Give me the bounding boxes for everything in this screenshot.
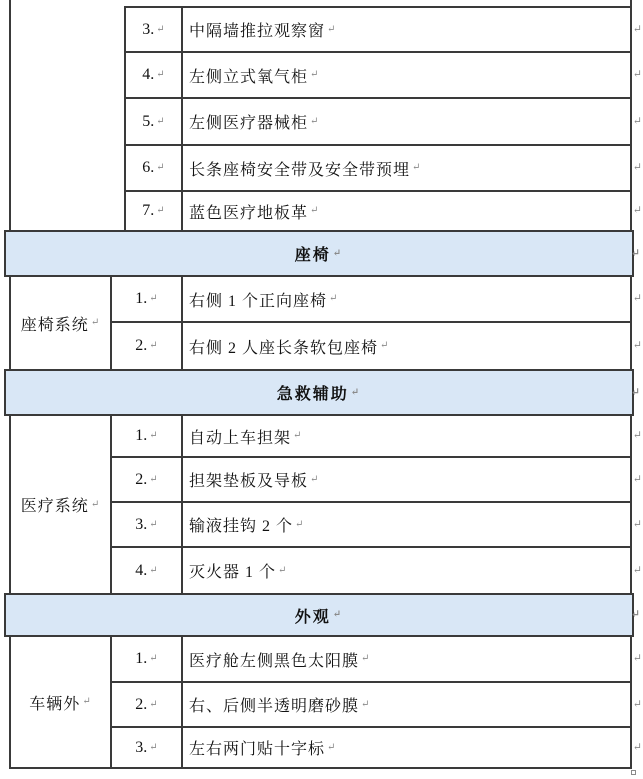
paragraph-mark-icon: ↵ [278, 564, 288, 576]
row-number-cell [112, 458, 183, 503]
paragraph-mark-icon: ↵ [82, 696, 92, 707]
category-cell [9, 277, 112, 369]
paragraph-mark-icon: ↵ [149, 473, 158, 485]
paragraph-mark-icon: ↵ [149, 430, 158, 441]
row-desc-cell [183, 277, 643, 323]
row-number-cell [112, 323, 183, 369]
row-number: 2. [135, 337, 148, 354]
row-number-cell [126, 53, 183, 99]
paragraph-mark-icon: ↵ [156, 69, 165, 80]
paragraph-mark-icon: ↵ [149, 293, 158, 304]
paragraph-mark-icon: ↵ [310, 69, 320, 80]
row-end-mark-icon: ↵ [632, 23, 643, 35]
row-end-mark-icon: ↵ [630, 386, 642, 398]
row-desc-cell [183, 323, 643, 369]
paragraph-mark-icon: ↵ [295, 518, 305, 530]
row-desc-cell [183, 192, 643, 230]
row-number-cell [126, 99, 183, 146]
paragraph-mark-icon: ↵ [156, 23, 165, 35]
section-header-seats [4, 230, 642, 277]
row-number: 3. [142, 20, 155, 38]
row-desc-cell [183, 146, 643, 192]
row-number: 2. [135, 695, 148, 713]
row-end-mark-icon: ↵ [632, 564, 643, 576]
row-number-cell [112, 277, 183, 323]
row-number: 1. [135, 650, 148, 667]
row-desc: 右、后侧半透明磨砂膜 [189, 698, 360, 715]
paragraph-mark-icon: ↵ [156, 115, 165, 127]
category-cell [9, 637, 112, 769]
row-number: 4. [135, 561, 148, 579]
category-label: 车辆外 [29, 695, 81, 713]
row-number: 3. [135, 515, 148, 533]
paragraph-mark-icon: ↵ [412, 162, 422, 173]
row-number-cell [112, 683, 183, 728]
paragraph-mark-icon: ↵ [156, 205, 165, 216]
row-desc: 中隔墙推拉观察窗 [189, 23, 326, 40]
row-desc: 左侧医疗器械柜 [189, 115, 309, 132]
paragraph-mark-icon: ↵ [149, 698, 158, 710]
section-header-title: 急救辅助 [276, 386, 349, 403]
section-header-first-aid [4, 369, 642, 416]
row-desc-cell [183, 548, 643, 593]
row-end-mark-icon: ↵ [632, 652, 643, 665]
row-number-cell [112, 416, 183, 458]
row-desc-cell [183, 637, 643, 683]
row-number: 6. [142, 159, 155, 176]
row-number: 3. [135, 738, 148, 756]
category-label: 座椅系统 [20, 316, 89, 334]
row-end-mark-icon: ↵ [632, 518, 643, 530]
paragraph-mark-icon: ↵ [327, 741, 337, 753]
row-desc: 自动上车担架 [189, 429, 292, 447]
row-number-cell [126, 6, 183, 53]
section-header-exterior [4, 593, 642, 637]
row-number: 5. [142, 112, 155, 130]
table-end-marker-icon [631, 770, 636, 775]
row-number-cell [126, 146, 183, 192]
paragraph-mark-icon: ↵ [149, 653, 158, 664]
row-number-cell [112, 503, 183, 548]
paragraph-mark-icon: ↵ [149, 518, 158, 530]
row-end-mark-icon: ↵ [632, 429, 643, 442]
paragraph-mark-icon: ↵ [310, 205, 320, 216]
row-number: 1. [135, 427, 148, 444]
row-end-mark-icon: ↵ [632, 292, 643, 305]
paragraph-mark-icon: ↵ [350, 386, 362, 398]
paragraph-mark-icon: ↵ [149, 741, 158, 753]
row-desc: 长条座椅安全带及安全带预埋 [189, 161, 411, 179]
row-desc: 左右两门贴十字标 [189, 741, 326, 758]
row-desc-cell [183, 53, 643, 99]
row-end-mark-icon: ↵ [632, 741, 643, 753]
row-number: 4. [142, 66, 155, 83]
row-desc: 左侧立式氧气柜 [189, 68, 309, 86]
spec-table [9, 6, 643, 769]
row-number: 2. [135, 470, 148, 488]
row-desc: 担架垫板及导板 [189, 473, 309, 490]
paragraph-mark-icon: ↵ [149, 340, 158, 351]
row-end-mark-icon: ↵ [630, 247, 642, 259]
row-end-mark-icon: ↵ [632, 68, 643, 81]
paragraph-mark-icon: ↵ [361, 698, 371, 710]
row-number-cell [112, 637, 183, 683]
category-label: 医疗系统 [20, 498, 89, 515]
paragraph-mark-icon: ↵ [329, 293, 339, 304]
row-end-mark-icon: ↵ [632, 161, 643, 174]
table-section-medical-system [9, 416, 643, 593]
row-desc: 医疗舱左侧黑色太阳膜 [189, 652, 360, 670]
row-number: 7. [142, 202, 155, 219]
row-number-cell [112, 728, 183, 769]
category-cell-empty [9, 6, 126, 230]
paragraph-mark-icon: ↵ [380, 340, 390, 351]
row-end-mark-icon: ↵ [630, 608, 642, 621]
table-section-vehicle-exterior [9, 637, 643, 769]
row-number-cell [126, 192, 183, 230]
row-desc: 右侧 2 人座长条软包座椅 [189, 339, 379, 357]
row-end-mark-icon: ↵ [632, 473, 643, 485]
paragraph-mark-icon: ↵ [310, 115, 320, 127]
paragraph-mark-icon: ↵ [90, 498, 101, 510]
paragraph-mark-icon: ↵ [310, 473, 320, 485]
row-end-mark-icon: ↵ [632, 204, 643, 217]
row-end-mark-icon: ↵ [632, 339, 643, 352]
section-header-title: 外观 [294, 608, 331, 626]
paragraph-mark-icon: ↵ [361, 653, 371, 664]
row-desc-cell [183, 503, 643, 548]
paragraph-mark-icon: ↵ [293, 430, 303, 441]
table-section-continued [9, 6, 643, 230]
row-desc-cell [183, 99, 643, 146]
row-end-mark-icon: ↵ [632, 115, 643, 127]
paragraph-mark-icon: ↵ [332, 609, 344, 620]
row-desc-cell [183, 6, 643, 53]
row-desc-cell [183, 728, 643, 769]
row-desc-cell [183, 416, 643, 458]
row-desc-cell [183, 458, 643, 503]
table-section-seat-system [9, 277, 643, 369]
paragraph-mark-icon: ↵ [149, 564, 158, 576]
paragraph-mark-icon: ↵ [90, 317, 101, 328]
row-number-cell [112, 548, 183, 593]
paragraph-mark-icon: ↵ [332, 247, 344, 259]
paragraph-mark-icon: ↵ [156, 162, 165, 173]
row-number: 1. [135, 290, 148, 307]
category-cell [9, 416, 112, 593]
row-desc: 灭火器 1 个 [189, 564, 277, 581]
row-desc: 右侧 1 个正向座椅 [189, 292, 328, 310]
paragraph-mark-icon: ↵ [327, 23, 337, 35]
row-desc: 输液挂钩 2 个 [189, 518, 294, 535]
section-header-title: 座椅 [294, 247, 331, 264]
row-desc: 蓝色医疗地板革 [189, 204, 309, 222]
row-end-mark-icon: ↵ [632, 698, 643, 710]
row-desc-cell [183, 683, 643, 728]
